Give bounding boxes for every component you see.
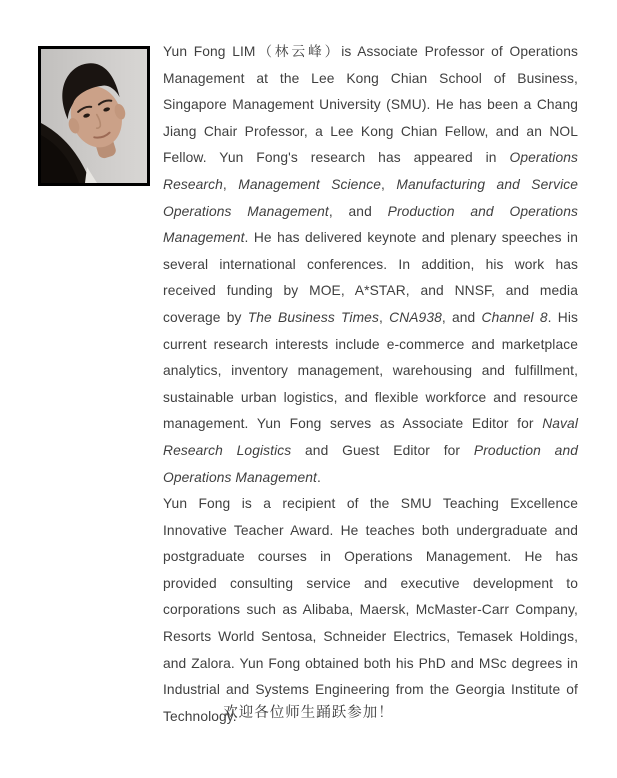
- bio-text-run: ,: [378, 309, 390, 325]
- bio-text-run: . His current research interests include e-commerce and marketplace analytics, inventory management, warehousing and fulfillment, sustainable urban logistics, and flexible workforce and resource management. Yun Fong serves as Associate Editor for: [163, 309, 578, 432]
- portrait-illustration: [41, 49, 147, 183]
- bio-text-run: .: [316, 469, 321, 485]
- bio-italic-run: Manufacturing and Service Operations Management: [163, 176, 579, 219]
- bio-italic-run: Production and Operations Management: [163, 203, 578, 246]
- bio-italic-run: Management Science: [238, 176, 381, 192]
- bio-paragraph: [163, 39, 578, 491]
- bio-text-run: ,: [222, 176, 239, 192]
- bio-italic-run: CNA938: [389, 309, 442, 325]
- portrait-photo: [38, 46, 150, 186]
- bio-text-run: , and: [441, 309, 482, 325]
- bio-italic-run: Production and Operations Management: [163, 442, 579, 485]
- bio-italic-run: Operations Research: [163, 150, 578, 192]
- bio-paragraph: [163, 491, 578, 730]
- bio-italic-run: Channel 8: [481, 309, 548, 325]
- bio-text-run: , and: [328, 203, 388, 219]
- bio-text-run: ,: [381, 176, 397, 192]
- bio-text: [163, 39, 578, 730]
- bio-italic-run: Naval Research Logistics: [163, 416, 578, 458]
- closing-invitation: 欢迎各位师生踊跃参加！: [223, 705, 394, 721]
- bio-italic-run: The Business Times: [247, 309, 379, 325]
- bio-text-run: . He has delivered keynote and plenary speeches in several international conferences. In addition, his work has received funding by MOE, A*STAR, and NNSF, and media coverage by: [163, 230, 578, 325]
- bio-text-run: and Guest Editor for: [291, 442, 474, 458]
- bio-text-run: Yun Fong LIM（林云峰）is Associate Professor of Operations Management at the Lee Kong Chian School of Business, Singapore Management University (SMU). He has been a Chang Jiang Chair Professor, a Lee Kong Chian Fellow, and an NOL Fellow. Yun Fong's research has appeared in: [163, 44, 578, 166]
- bio-text-run: Yun Fong is a recipient of the SMU Teaching Excellence Innovative Teacher Award. He teaches both undergraduate and postgraduate courses in Operations Management. He has provided consulting service and executive development to corporations such as Alibaba, Maersk, McMaster-Carr Company, Resorts World Sentosa, Schneider Electrics, Temasek Holdings, and Zalora. Yun Fong obtained both his PhD and MSc degrees in Industrial and Systems Engineering from the Georgia Institute of Technology.: [163, 496, 578, 724]
